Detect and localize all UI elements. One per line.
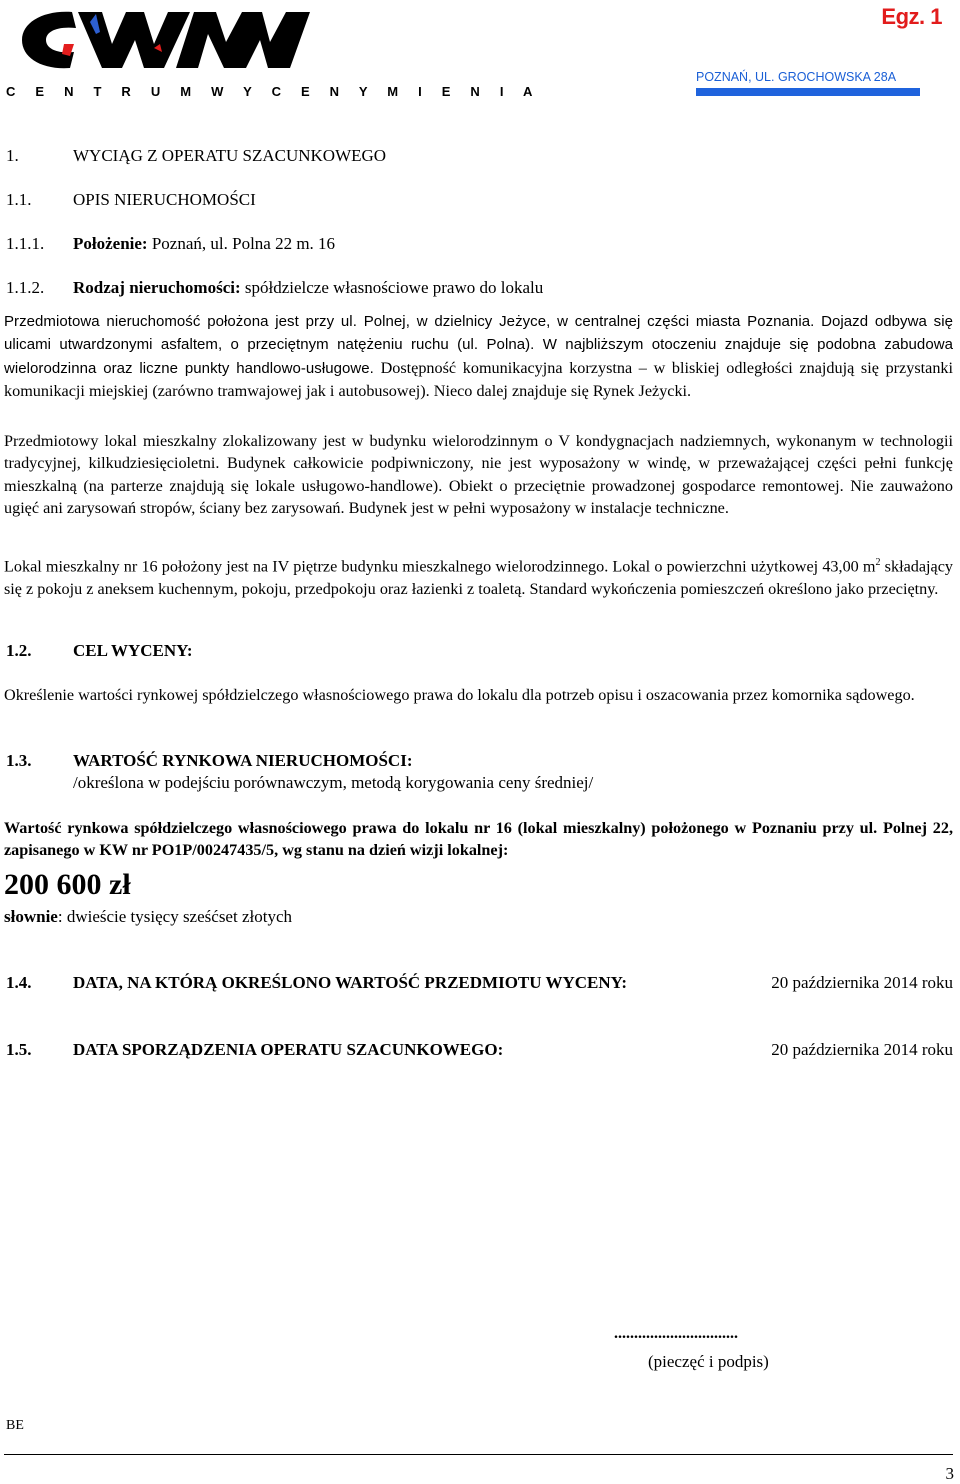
signature-line: ............................... [614, 1325, 738, 1342]
logo-caption: C E N T R U M W Y C E N Y M I E N I A [6, 84, 541, 99]
section-title: CEL WYCENY: [73, 641, 193, 660]
value-in-words-text: : dwieście tysięcy sześćset złotych [57, 907, 292, 926]
location-description-a: Przedmiotowa nieruchomość położona jest przy ul. Polnej, w dzielnicy Jeżyce, w centralnej części miasta Poznania. Dojazd odbywa się ulicami utwardzonymi asfaltem, o przeciętnym natężeniu ruchu (ul. Polna). W najbliższym otoczeniu znajduje się podobna zabudowa wielorodzinna oraz liczne punkty handlowo-usługowe. [4, 313, 953, 377]
valuation-purpose: Określenie wartości rynkowej spółdzielczego własnościowego prawa do lokalu dla potrzeb opisu i oszacowania przez komornika sądowego. [4, 686, 915, 704]
page-number: 3 [945, 1464, 954, 1483]
section-number: 1.5. [6, 1040, 32, 1059]
section-number: 1.4. [6, 973, 32, 992]
section-number: 1. [6, 146, 19, 165]
section-1-5-heading [6, 1040, 953, 1060]
section-title: DATA SPORZĄDZENIA OPERATU SZACUNKOWEGO: [73, 1040, 504, 1059]
section-number: 1.3. [6, 751, 32, 770]
section-title: DATA, NA KTÓRĄ OKREŚLONO WARTOŚĆ PRZEDMIOTU WYCENY: [73, 973, 628, 992]
section-1-2-heading [6, 641, 906, 661]
unit-description-b: składający się z pokoju z aneksem kuchennym, pokoju, przedpokoju oraz łazienki z toaletą. Standard wykończenia pomieszczeń określono jako przeciętny. [4, 557, 953, 598]
section-1-4-heading [6, 973, 953, 993]
section-title: WARTOŚĆ RYNKOWA NIERUCHOMOŚCI: [73, 751, 413, 770]
building-description: Przedmiotowy lokal mieszkalny zlokalizowany jest w budynku wielorodzinnym o V kondygnacjach nadziemnych, wykonanym w technologii tradycyjnej, kilkudziesięcioletni. Budynek całkowicie podpiwniczony, nie jest wyposażony w windę, w przeważającej części pełni funkcję mieszkalną (na parterze znajdują się lokale usługowo-handlowe). Obiekt o przeciętnie prowadzonej gospodarce remontowej. Nie zauważono ugięć ani zarysowań stropów, ściany bez zarysowań. Budynek jest w pełni wyposażony w instalacje techniczne. [4, 432, 953, 518]
company-address: POZNAŃ, UL. GROCHOWSKA 28A [696, 70, 897, 84]
signature-label: (pieczęć i podpis) [648, 1352, 769, 1371]
market-value-amount: 200 600 zł [4, 868, 131, 901]
valuation-method: /określona w podejściu porównawczym, metodą korygowania ceny średniej/ [73, 773, 594, 792]
section-1-1-heading [6, 190, 906, 210]
section-title: WYCIĄG Z OPERATU SZACUNKOWEGO [73, 146, 387, 165]
unit-description-a: Lokal mieszkalny nr 16 położony jest na IV piętrze budynku mieszkalnego wielorodzinnego. Lokal o powierzchni użytkowej 43,00 m [4, 557, 876, 576]
footer-divider [4, 1454, 953, 1455]
unit-description [4, 552, 953, 600]
location-description-b: Dostępność komunikacyjna korzystna – w bliskiej odległości znajdują się przystanki komunikacji miejskiej (zarówno tramwajowej jak i autobusowej). Nieco dalej znajduje się Rynek Jeżycki. [4, 358, 954, 401]
section-1-1-1-heading [6, 234, 906, 254]
value-statement: Wartość rynkowa spółdzielczego własnościowego prawa do lokalu nr 16 (lokal mieszkalny) położonego w Poznaniu przy ul. Polnej 22, zapisanego w KW nr PO1P/00247435/5, wg stanu na dzień wizji lokalnej: [4, 819, 953, 860]
section-number: 1.1.2. [6, 278, 45, 297]
author-initials: BE [6, 1418, 24, 1433]
section-title: OPIS NIERUCHOMOŚCI [73, 190, 256, 209]
valuation-date: 20 października 2014 roku [771, 973, 953, 992]
property-type-value: spółdzielcze własnościowe prawo do lokalu [244, 278, 544, 297]
section-1-heading [6, 146, 906, 166]
section-1-3-heading [6, 751, 906, 771]
section-number: 1.2. [6, 641, 32, 660]
value-in-words [4, 907, 292, 927]
property-type-label: Rodzaj nieruchomości: [73, 278, 241, 297]
section-1-1-2-heading [6, 278, 906, 298]
address-bar [696, 88, 920, 96]
section-number: 1.1.1. [6, 234, 45, 253]
section-number: 1.1. [6, 190, 32, 209]
report-date: 20 października 2014 roku [771, 1040, 953, 1059]
area-unit-superscript: 2 [875, 557, 881, 568]
location-label: Położenie: [73, 234, 148, 253]
value-in-words-label: słownie [4, 907, 58, 926]
copy-label: Egz. 1 [881, 4, 942, 29]
location-value: Poznań, ul. Polna 22 m. 16 [151, 234, 336, 253]
location-description [4, 310, 953, 403]
